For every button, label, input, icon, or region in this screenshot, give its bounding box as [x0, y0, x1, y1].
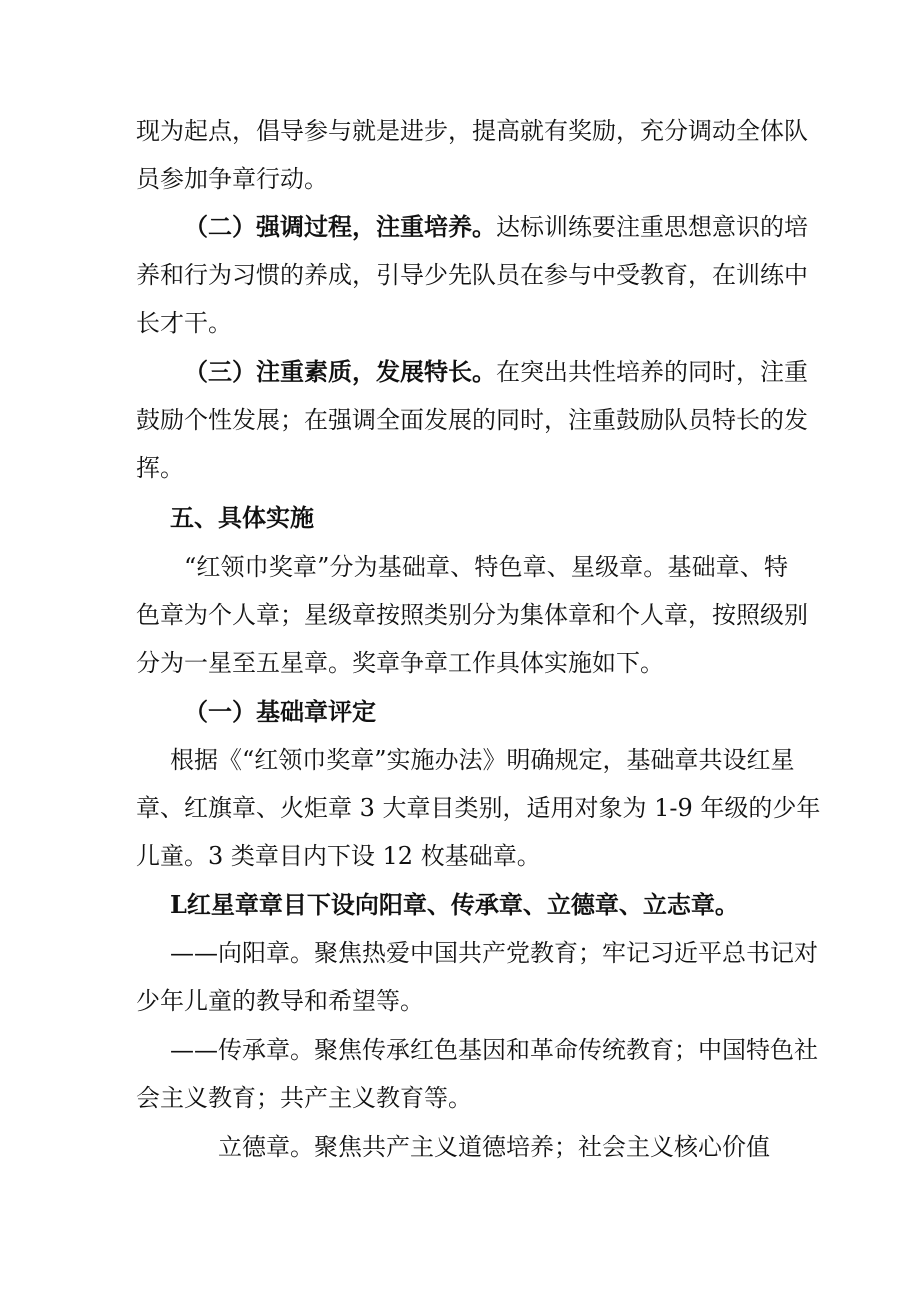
paragraph-text: 在突出共性培养的同时，注重: [496, 358, 808, 386]
item-title: L红星章章目下设向阳章、传承章、立德章、立志章。: [170, 890, 739, 919]
paragraph-line: 根据《“红领巾奖章”实施办法》明确规定，基础章共设红星: [170, 746, 795, 774]
paragraph-line: 会主义教育；共产主义教育等。: [136, 1084, 472, 1112]
paragraph-heading: （二）强调过程，注重培养。: [184, 212, 496, 241]
paragraph-heading: （三）注重素质，发展特长。: [184, 357, 496, 386]
section-title: 五、具体实施: [170, 503, 314, 532]
paragraph-line: ——向阳章。聚焦热爱中国共产党教育；牢记习近平总书记对: [170, 939, 818, 967]
paragraph-line: 养和行为习惯的养成，引导少先队员在参与中受教育，在训练中: [136, 261, 808, 289]
paragraph-text: 达标训练要注重思想意识的培: [496, 213, 808, 241]
paragraph-line: [184, 357, 808, 387]
paragraph-line: 章、红旗章、火炬章 3 大章目类别，适用对象为 1-9 年级的少年: [136, 794, 821, 822]
paragraph-line: 少年儿童的教导和希望等。: [136, 987, 424, 1015]
paragraph-line: 挥。: [136, 454, 184, 482]
paragraph-line: “红领巾奖章”分为基础章、特色章、星级章。基础章、特: [184, 553, 788, 581]
paragraph-line: 鼓励个性发展；在强调全面发展的同时，注重鼓励队员特长的发: [136, 406, 808, 434]
paragraph-line: 员参加争章行动。: [136, 165, 328, 193]
paragraph-line: 色章为个人章；星级章按照类别分为集体章和个人章，按照级别: [136, 601, 808, 629]
paragraph-line: 现为起点，倡导参与就是进步，提高就有奖励，充分调动全体队: [136, 117, 808, 145]
paragraph-line: ——传承章。聚焦传承红色基因和革命传统教育；中国特色社: [170, 1036, 818, 1064]
paragraph-line: [184, 212, 808, 242]
subsection-title: （一）基础章评定: [184, 697, 376, 726]
paragraph-line: 长才干。: [136, 309, 232, 337]
paragraph-line: 立德章。聚焦共产主义道德培养；社会主义核心价值: [218, 1133, 770, 1161]
paragraph-line: 分为一星至五星章。奖章争章工作具体实施如下。: [136, 649, 664, 677]
paragraph-line: 儿童。3 类章目内下设 12 枚基础章。: [136, 842, 541, 870]
